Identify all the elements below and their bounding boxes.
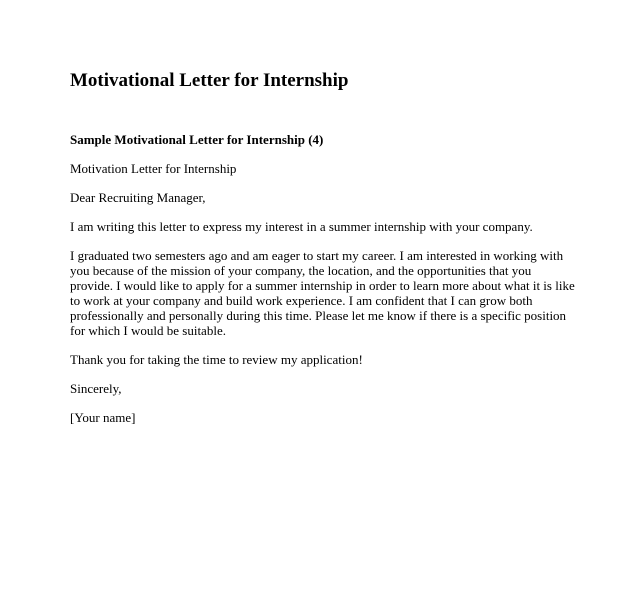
paragraph-background (70, 248, 575, 338)
paragraph-line: I graduated two semesters ago and am eager to start my career. I am interested in working with (70, 248, 564, 263)
letter-heading: Motivation Letter for Internship (70, 161, 237, 176)
paragraph-line: to work at your company and build work experience. I am confident that I can grow both (70, 293, 533, 308)
letter-body (70, 132, 575, 439)
paragraph-line: professionally and personally during this time. Please let me know if there is a specific position (70, 308, 567, 323)
paragraph-line: you because of the mission of your company, the location, and the opportunities that you (70, 263, 532, 278)
closing: Sincerely, (70, 381, 122, 396)
paragraph-thanks: Thank you for taking the time to review my application! (70, 352, 363, 367)
salutation: Dear Recruiting Manager, (70, 190, 206, 205)
paragraph-interest: I am writing this letter to express my interest in a summer internship with your company. (70, 219, 533, 234)
paragraph-line: provide. I would like to apply for a summer internship in order to learn more about what it is like (70, 278, 575, 293)
document-title: Motivational Letter for Internship (70, 70, 349, 91)
sample-subtitle: Sample Motivational Letter for Internship (4) (70, 132, 324, 147)
paragraph-line: for which I would be suitable. (70, 323, 226, 338)
signature: [Your name] (70, 410, 136, 425)
